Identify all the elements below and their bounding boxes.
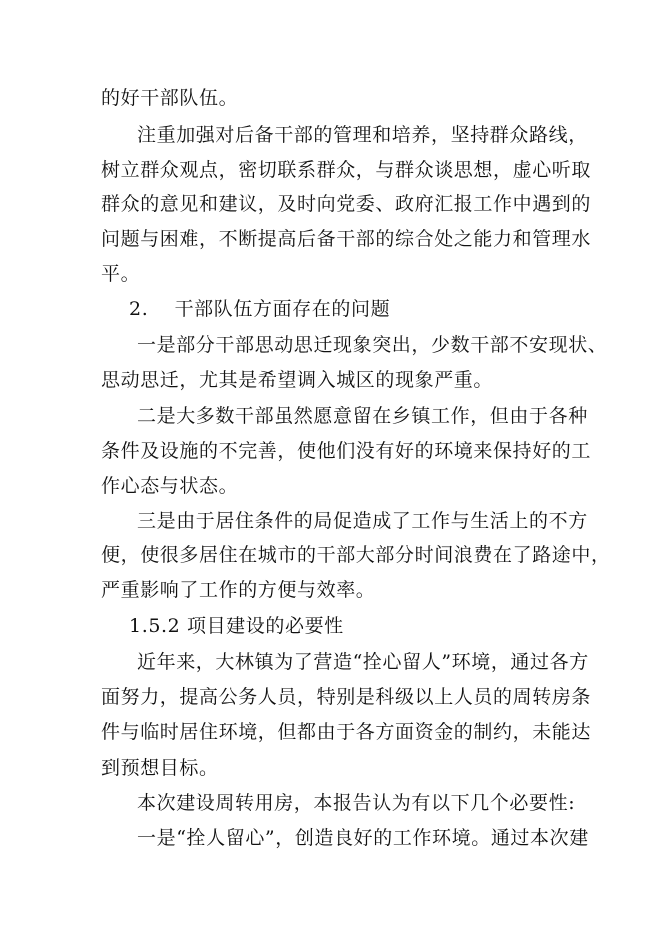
paragraph-line: 件与临时居住环境，但都由于各方面资金的制约，未能达 [101, 721, 592, 743]
paragraph-line: 条件及设施的不完善，使他们没有好的环境来保持好的工 [101, 440, 592, 462]
paragraph-line: 便，使很多居住在城市的干部大部分时间浪费在了路途中， [101, 544, 611, 566]
paragraph-line: 严重影响了工作的方便与效率。 [101, 579, 376, 601]
paragraph-line: 近年来，大林镇为了营造“拴心留人”环境，通过各方 [137, 651, 589, 673]
paragraph-line: 的好干部队伍。 [101, 87, 239, 109]
paragraph-line: 注重加强对后备干部的管理和培养，坚持群众路线， [137, 124, 588, 146]
section-heading: 1.5.2 项目建设的必要性 [129, 615, 344, 637]
section-heading: 2. 干部队伍方面存在的问题 [129, 298, 391, 320]
paragraph-line: 树立群众观点，密切联系群众，与群众谈思想，虚心听取 [101, 159, 592, 181]
paragraph-line: 一是“拴人留心”，创造良好的工作环境。通过本次建 [137, 827, 589, 849]
paragraph-line: 二是大多数干部虽然愿意留在乡镇工作，但由于各种 [137, 405, 588, 427]
paragraph-line: 到预想目标。 [101, 757, 219, 779]
paragraph-line: 三是由于居住条件的局促造成了工作与生活上的不方 [137, 510, 588, 532]
paragraph-line: 平。 [101, 263, 141, 285]
paragraph-line: 面努力，提高公务人员，特别是科级以上人员的周转房条 [101, 686, 592, 708]
paragraph-line: 思动思迁，尤其是希望调入城区的现象严重。 [101, 369, 494, 391]
paragraph-line: 群众的意见和建议，及时向党委、政府汇报工作中遇到的 [101, 193, 592, 215]
paragraph-line: 作心态与状态。 [101, 475, 239, 497]
paragraph-line: 本次建设周转用房，本报告认为有以下几个必要性: [137, 792, 576, 814]
paragraph-line: 一是部分干部思动思迁现象突出，少数干部不安现状、 [137, 334, 608, 356]
paragraph-line: 问题与困难，不断提高后备干部的综合处之能力和管理水 [101, 228, 592, 250]
